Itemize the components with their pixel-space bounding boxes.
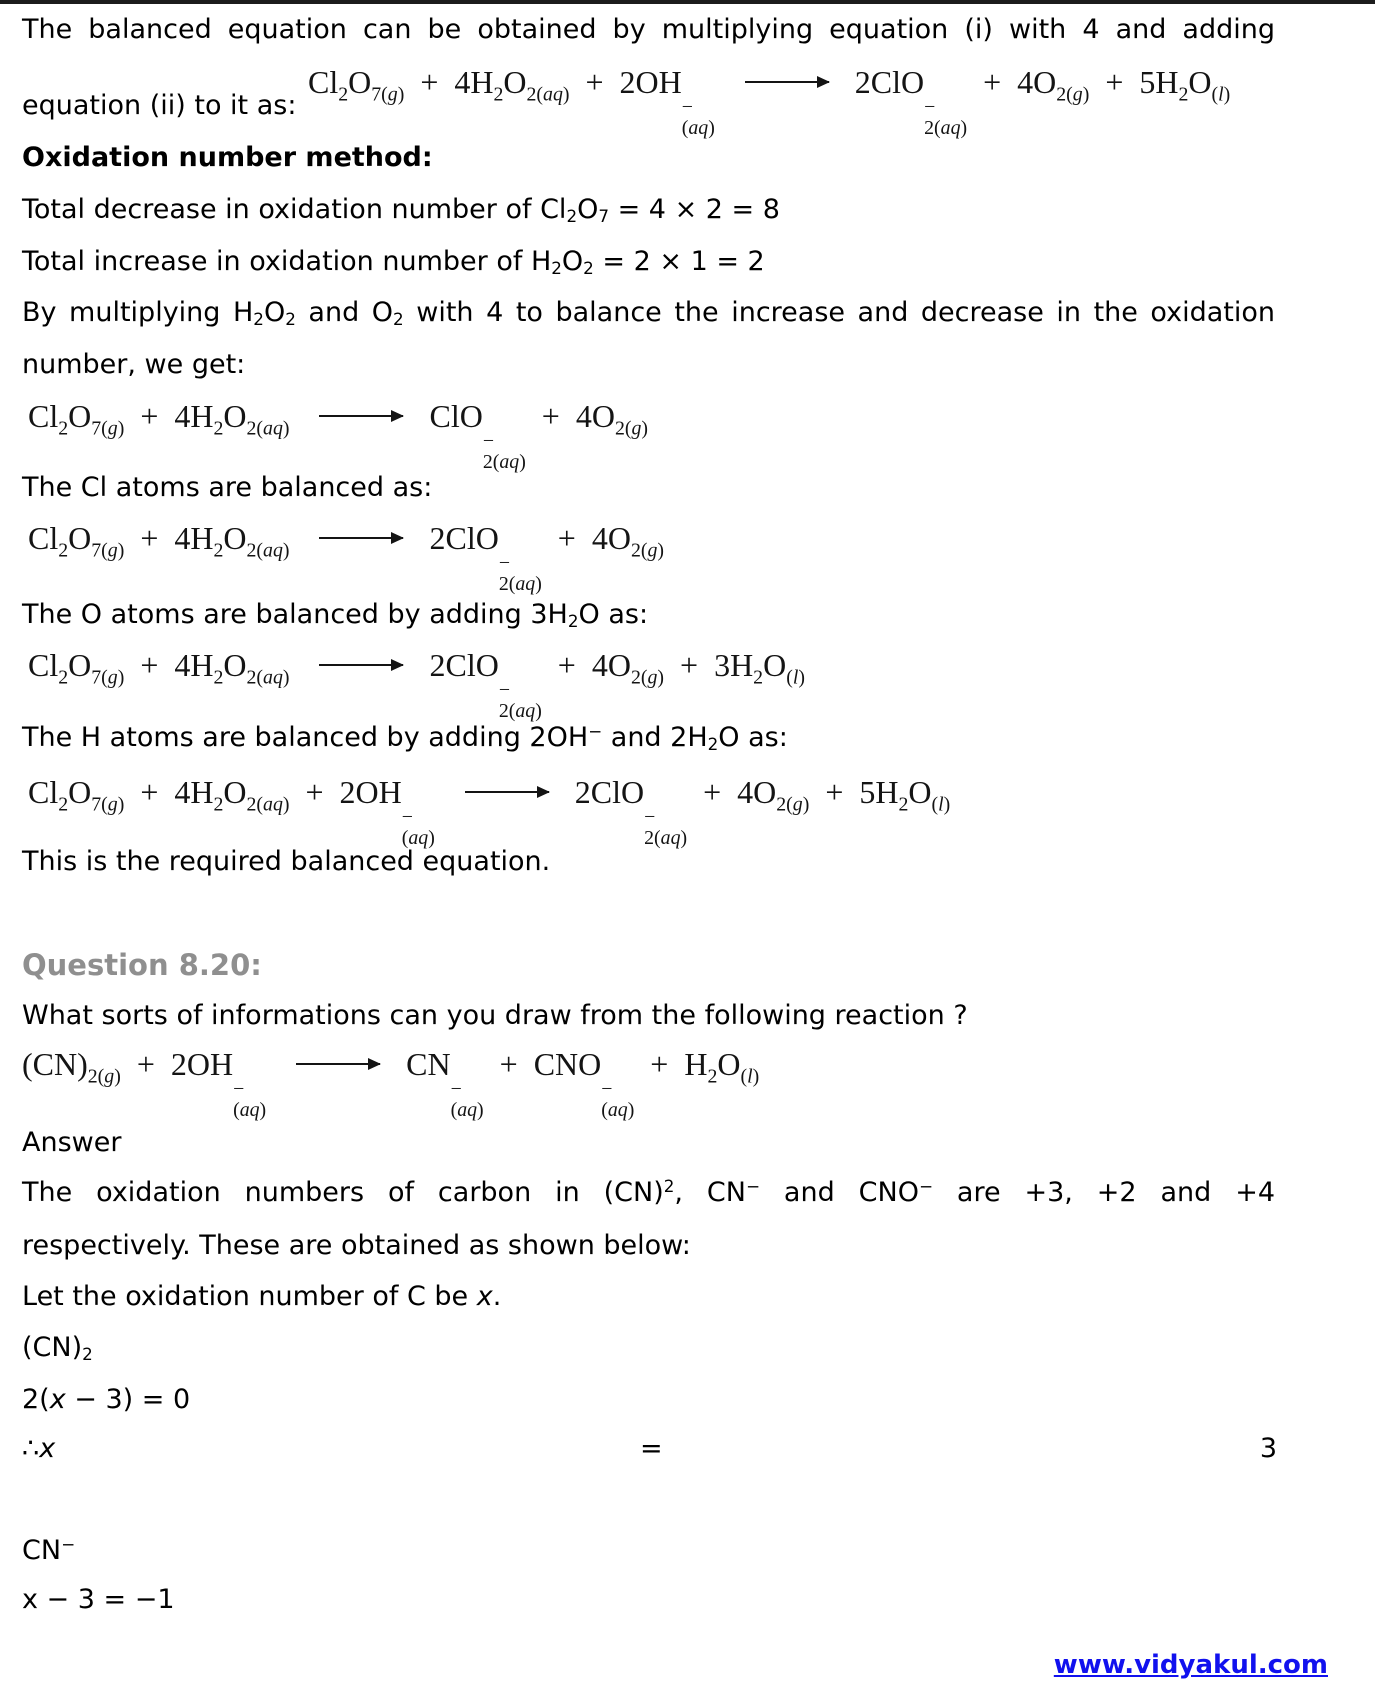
reaction-arrow (296, 1063, 380, 1065)
vidyakul-link[interactable]: www.vidyakul.com (1053, 1650, 1328, 1680)
skeleton-equation: $Cl_2O_{7(g)} + 4H_2O_{2(aq)}$ ClO − 2(aq) + $4O_{2(g)}$ (28, 398, 649, 473)
number-we-get-line: number, we get: (22, 349, 246, 380)
cn-formula-label: CN− (22, 1533, 76, 1566)
cn2-formula-label: $(CN)_2$ (22, 1332, 93, 1365)
cl-balance-text: The Cl atoms are balanced as: (22, 472, 433, 503)
answer-label: Answer (22, 1127, 122, 1158)
total-decrease-line: Total decrease in oxidation number of $Cl_2O_7 = 4 \times 2 = 8$ (22, 194, 780, 227)
answer-line-2: respectively. These are obtained as shown below: (22, 1230, 691, 1261)
o-balanced-equation: $Cl_2O_{7(g)} + 4H_2O_{2(aq)}$ 2ClO − 2(aq) + $4O_{2(g)} + 3H_2O_{(l)}$ (28, 647, 805, 722)
reaction-arrow (319, 664, 403, 666)
cn-oxidation-equation: x − 3 = −1 (22, 1584, 175, 1615)
x-value: 3 (1259, 1433, 1277, 1464)
equals-sign: = (640, 1433, 663, 1464)
reaction-arrow (745, 81, 829, 83)
page-top-divider (0, 0, 1375, 4)
reaction-arrow (319, 415, 403, 417)
reaction-arrow (319, 537, 403, 539)
cn2-oxidation-equation: 2(x − 3) = 0 (22, 1384, 191, 1415)
h-balance-text: The H atoms are balanced by adding 2OH− and $2H_2O$ as: (22, 720, 788, 755)
intro-paragraph-line: The balanced equation can be obtained by multiplying equation (i) with 4 and adding (22, 14, 1275, 45)
o-balance-text: The O atoms are balanced by adding $3H_2O$ as: (22, 599, 649, 632)
reaction-arrow (465, 791, 549, 793)
question-820-heading: Question 8.20: (22, 948, 262, 982)
equation-label: equation (ii) to it as: (22, 90, 297, 121)
cl-balanced-equation: $Cl_2O_{7(g)} + 4H_2O_{2(aq)}$ 2ClO − 2(aq) + $4O_{2(g)}$ (28, 520, 665, 595)
conclusion-text: This is the required balanced equation. (22, 846, 551, 877)
final-balanced-equation: $Cl_2O_{7(g)} + 4H_2O_{2(aq)} + 2OH$ − (aq) 2ClO − 2(aq) + $4O_{2(g)} + 5H_2O_{(l)}$ (28, 774, 951, 849)
multiply-line: By multiplying $H_2O_2$ and $O_2$ with 4 to balance the increase and decrease in the oxidation (22, 297, 1276, 330)
therefore-x-label: ∴x (22, 1433, 56, 1464)
combined-equation: $Cl_2O_{7(g)} + 4H_2O_{2(aq)} + 2OH$ − (aq) 2ClO − 2(aq) + $4O_{2(g)} + 5H_2O_{(l)}$ (308, 64, 1231, 139)
cyanogen-reaction-equation: $(CN)_{2(g)} + 2OH$ − (aq) CN − (aq) + CNO − (aq) + $H_2O_{(l)}$ (22, 1046, 760, 1121)
question-820-text: What sorts of informations can you draw from the following reaction ? (22, 1000, 968, 1031)
let-oxidation-line: Let the oxidation number of C be x. (22, 1281, 502, 1312)
oxidation-method-heading: Oxidation number method: (22, 142, 433, 173)
answer-line-1: The oxidation numbers of carbon in (CN)$^2$, CN− and CNO− are +3, +2 and +4 (22, 1175, 1276, 1208)
total-increase-line: Total increase in oxidation number of $H_2O_2 = 2 \times 1 = 2$ (22, 246, 765, 279)
